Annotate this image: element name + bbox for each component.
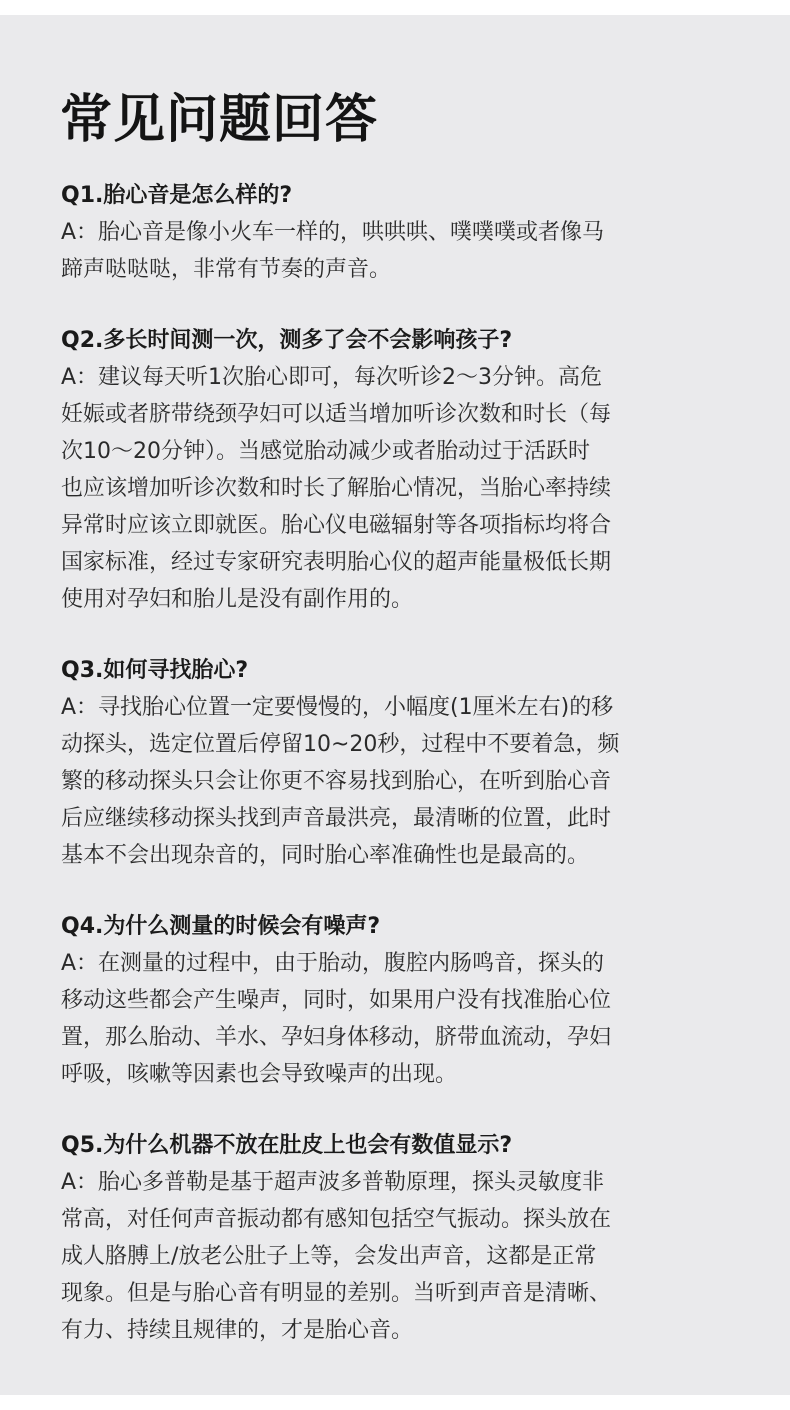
faq-answer-line: 国家标准，经过专家研究表明胎心仪的超声能量极低长期 [61,550,612,575]
faq-question: Q5.为什么机器不放在肚皮上也会有数值显示? [61,1133,513,1158]
faq-answer-line: 基本不会出现杂音的，同时胎心率准确性也是最高的。 [61,843,590,868]
faq-item-q2 [61,323,711,618]
faq-list [61,178,711,1384]
faq-answer-line: A：在测量的过程中，由于胎动，腹腔内肠鸣音，探头的 [61,951,605,976]
faq-answer-line: 常高，对任何声音振动都有感知包括空气振动。探头放在 [61,1207,612,1232]
faq-answer-line: A：胎心音是像小火车一样的，哄哄哄、噗噗噗或者像马 [61,220,605,245]
faq-answer-line: 有力、持续且规律的，才是胎心音。 [61,1318,414,1343]
faq-answer-line: 现象。但是与胎心音有明显的差别。当听到声音是清晰、 [61,1281,612,1306]
faq-card [0,15,790,1395]
faq-answer-line: 蹄声哒哒哒，非常有节奏的声音。 [61,257,392,282]
faq-answer-line: 妊娠或者脐带绕颈孕妇可以适当增加听诊次数和时长（每 [61,402,612,427]
faq-answer-line: 后应继续移动探头找到声音最洪亮，最清晰的位置，此时 [61,806,612,831]
faq-answer-line: 也应该增加听诊次数和时长了解胎心情况，当胎心率持续 [61,476,612,501]
faq-item-q1 [61,178,711,288]
faq-question: Q1.胎心音是怎么样的? [61,183,293,208]
faq-answer-line: 置，那么胎动、羊水、孕妇身体移动，脐带血流动，孕妇 [61,1025,612,1050]
faq-answer-line: 使用对孕妇和胎儿是没有副作用的。 [61,587,414,612]
faq-answer-line: A：寻找胎心位置一定要慢慢的，小幅度(1厘米左右)的移 [61,695,614,720]
faq-question: Q3.如何寻找胎心? [61,658,249,683]
faq-answer-line: 繁的移动探头只会让你更不容易找到胎心，在听到胎心音 [61,769,612,794]
faq-answer-line: 移动这些都会产生噪声，同时，如果用户没有找准胎心位 [61,988,612,1013]
faq-answer-line: 异常时应该立即就医。胎心仪电磁辐射等各项指标均将合 [61,513,612,538]
faq-item-q3 [61,653,711,874]
faq-answer-line: 呼吸，咳嗽等因素也会导致噪声的出现。 [61,1062,458,1087]
page-title: 常见问题回答 [60,90,379,150]
faq-question: Q4.为什么测量的时候会有噪声? [61,914,381,939]
faq-question: Q2.多长时间测一次，测多了会不会影响孩子? [61,328,513,353]
faq-answer-line: 次10～20分钟）。当感觉胎动减少或者胎动过于活跃时 [61,439,590,464]
faq-item-q5 [61,1128,711,1349]
faq-answer-line: 成人胳膊上/放老公肚子上等，会发出声音，这都是正常 [61,1244,597,1269]
faq-answer-line: A：胎心多普勒是基于超声波多普勒原理，探头灵敏度非 [61,1170,605,1195]
faq-answer-line: 动探头，选定位置后停留10~20秒，过程中不要着急，频 [61,732,620,757]
faq-item-q4 [61,909,711,1093]
faq-answer-line: A：建议每天听1次胎心即可，每次听诊2～3分钟。高危 [61,365,603,390]
